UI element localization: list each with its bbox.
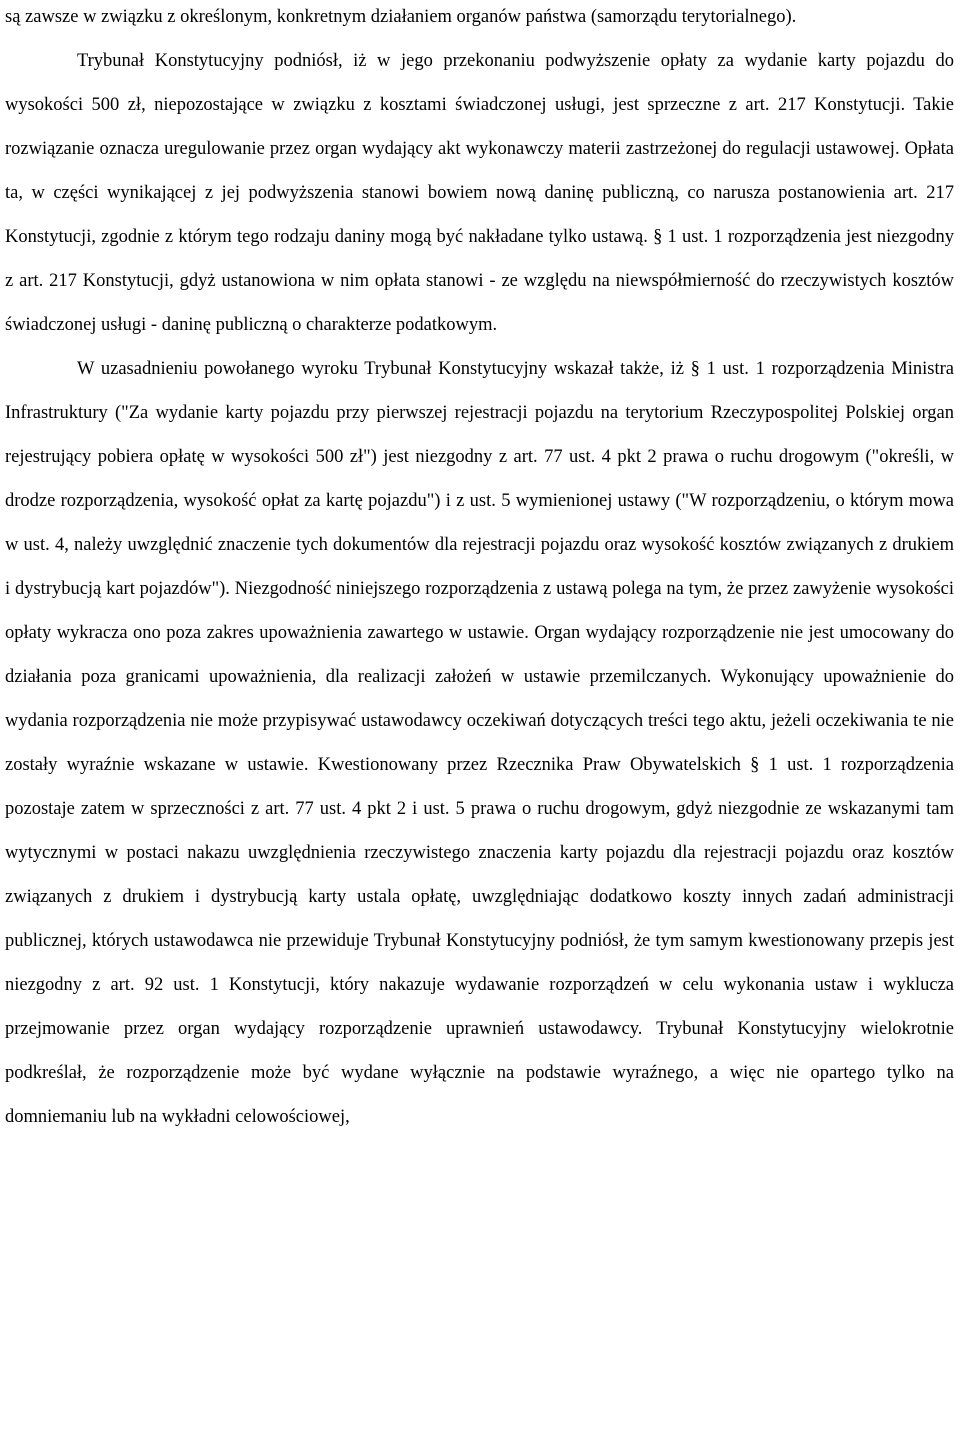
paragraph: są zawsze w związku z określonym, konkretnym działaniem organów państwa (samorządu terytorialnego). bbox=[5, 7, 797, 27]
paragraph: Trybunał Konstytucyjny podniósł, iż w jego przekonaniu podwyższenie opłaty za wydanie karty pojazdu do wysokości 500 zł, niepozostające w związku z kosztami świadczonej usługi, jest sprzeczne z art. 217 Konstytucji. Takie rozwiązanie oznacza uregulowanie przez organ wydający akt wykonawczy materii zastrzeżonej do regulacji ustawowej. Opłata ta, w części wynikającej z jej podwyższenia stanowi bowiem nową daninę publiczną, co narusza postanowienia art. 217 Konstytucji, zgodnie z którym tego rodzaju daniny mogą być nakładane tylko ustawą. § 1 ust. 1 rozporządzenia jest niezgodny z art. 217 Konstytucji, gdyż ustanowiona w nim opłata stanowi - ze względu na niewspółmierność do rzeczywistych kosztów świadczonej usługi - daninę publiczną o charakterze podatkowym. bbox=[5, 51, 954, 335]
paragraph: W uzasadnieniu powołanego wyroku Trybunał Konstytucyjny wskazał także, iż § 1 ust. 1 rozporządzenia Ministra Infrastruktury ("Za wydanie karty pojazdu przy pierwszej rejestracji pojazdu na terytorium Rzeczypospolitej Polskiej organ rejestrujący pobiera opłatę w wysokości 500 zł") jest niezgodny z art. 77 ust. 4 pkt 2 prawa o ruchu drogowym ("określi, w drodze rozporządzenia, wysokość opłat za kartę pojazdu") i z ust. 5 wymienionej ustawy ("W rozporządzeniu, o którym mowa w ust. 4, należy uwzględnić znaczenie tych dokumentów dla rejestracji pojazdu oraz wysokość kosztów związanych z drukiem i dystrybucją kart pojazdów"). Niezgodność niniejszego rozporządzenia z ustawą polega na tym, że przez zawyżenie wysokości opłaty wykracza ono poza zakres upoważnienia zawartego w ustawie. Organ wydający rozporządzenie nie jest umocowany do działania poza granicami upoważnienia, dla realizacji założeń w ustawie przemilczanych. Wykonujący upoważnienie do wydania rozporządzenia nie może przypisywać ustawodawcy oczekiwań dotyczących treści tego aktu, jeżeli oczekiwania te nie zostały wyraźnie wskazane w ustawie. Kwestionowany przez Rzecznika Praw Obywatelskich § 1 ust. 1 rozporządzenia pozostaje zatem w sprzeczności z art. 77 ust. 4 pkt 2 i ust. 5 prawa o ruchu drogowym, gdyż niezgodnie ze wskazanymi tam wytycznymi w postaci nakazu uwzględnienia rzeczywistego znaczenia karty pojazdu dla rejestracji pojazdu oraz kosztów związanych z drukiem i dystrybucją karty ustala opłatę, uwzględniając dodatkowo koszty innych zadań administracji publicznej, których ustawodawca nie przewiduje Trybunał Konstytucyjny podniósł, że tym samym kwestionowany przepis jest niezgodny z art. 92 ust. 1 Konstytucji, który nakazuje wydawanie rozporządzeń w celu wykonania ustaw i wyklucza przejmowanie przez organ wydający rozporządzenie uprawnień ustawodawcy. Trybunał Konstytucyjny wielokrotnie podkreślał, że rozporządzenie może być wydane wyłącznie na podstawie wyraźnego, a więc nie opartego tylko na domniemaniu lub na wykładni celowościowej, bbox=[5, 359, 954, 1127]
